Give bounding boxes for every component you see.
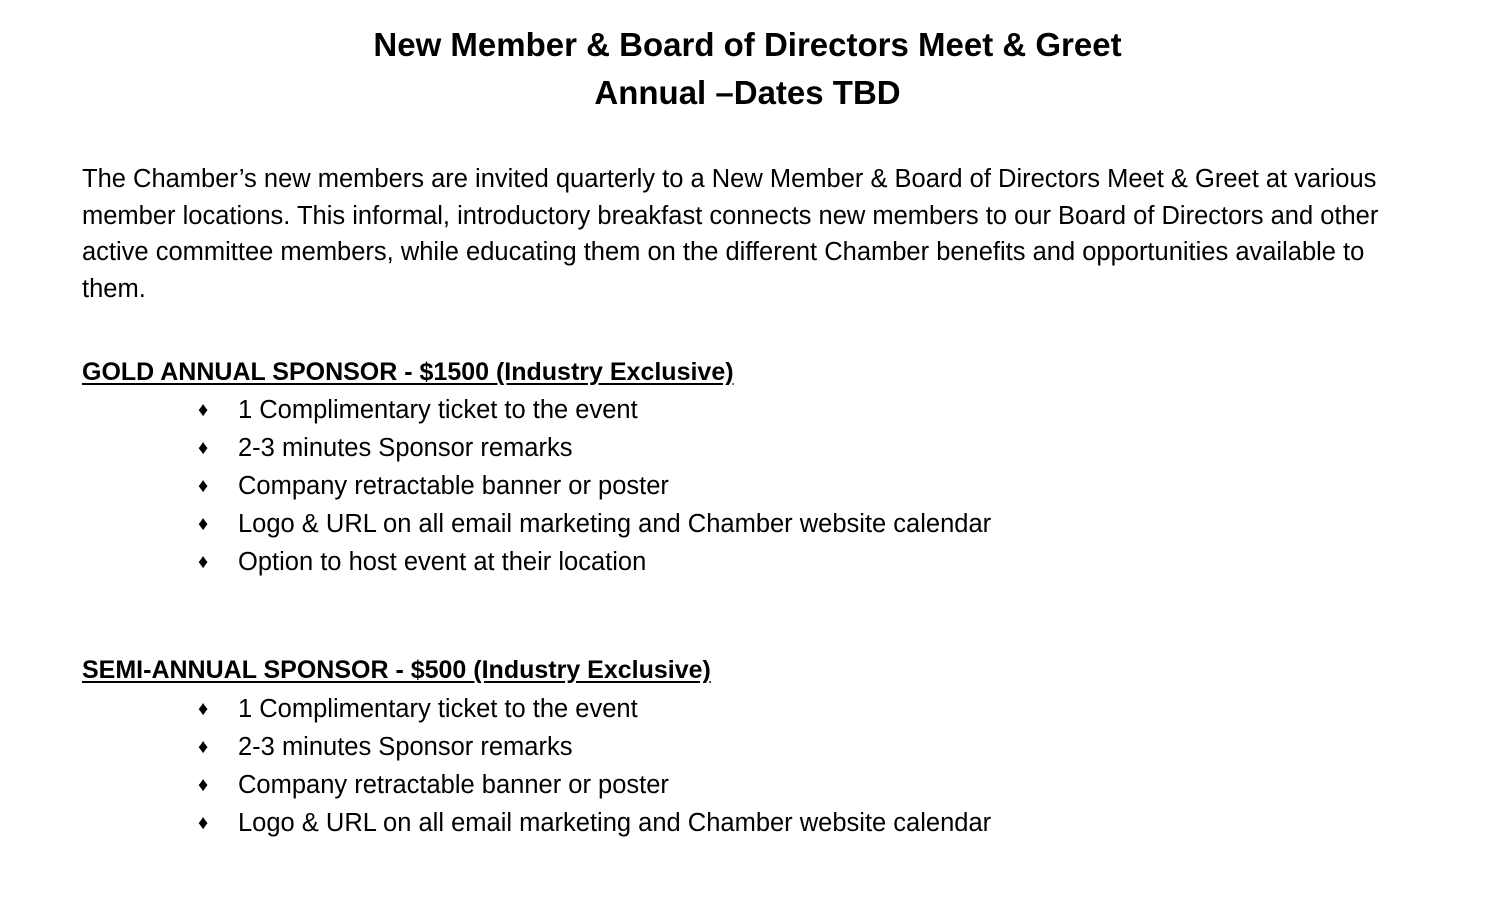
diamond-icon: ♦: [198, 736, 209, 758]
benefit-text: 2-3 minutes Sponsor remarks: [238, 434, 573, 462]
benefit-text: Company retractable banner or poster: [238, 771, 669, 799]
benefit-text: 1 Complimentary ticket to the event: [238, 396, 638, 424]
diamond-icon: ♦: [198, 437, 209, 459]
benefit-text: Logo & URL on all email marketing and Chamber website calendar: [238, 809, 992, 837]
benefit-text: Logo & URL on all email marketing and Chamber website calendar: [238, 510, 992, 538]
diamond-icon: ♦: [198, 399, 209, 421]
benefit-text: Company retractable banner or poster: [238, 472, 669, 500]
intro-paragraph: The Chamber’s new members are invited quarterly to a New Member & Board of Directors Meet & Greet at various member locations. This informal, introductory breakfast connects new members to our Board of Directors and other active committee members, while educating them on the different Chamber benefits and opportunities available to them.: [82, 165, 1379, 303]
gold-sponsor-heading: GOLD ANNUAL SPONSOR - $1500 (Industry Exclusive): [82, 358, 734, 386]
diamond-icon: ♦: [198, 513, 209, 535]
semi-annual-sponsor-heading: SEMI-ANNUAL SPONSOR - $500 (Industry Exclusive): [82, 656, 711, 684]
benefit-text: 1 Complimentary ticket to the event: [238, 695, 638, 723]
benefit-text: Option to host event at their location: [238, 548, 647, 576]
diamond-icon: ♦: [198, 774, 209, 796]
document-title: New Member & Board of Directors Meet & Greet: [373, 26, 1122, 63]
diamond-icon: ♦: [198, 698, 209, 720]
diamond-icon: ♦: [198, 551, 209, 573]
diamond-icon: ♦: [198, 475, 209, 497]
diamond-icon: ♦: [198, 812, 209, 834]
benefit-text: 2-3 minutes Sponsor remarks: [238, 733, 573, 761]
document-subtitle-dates: Annual –Dates TBD: [594, 74, 901, 111]
